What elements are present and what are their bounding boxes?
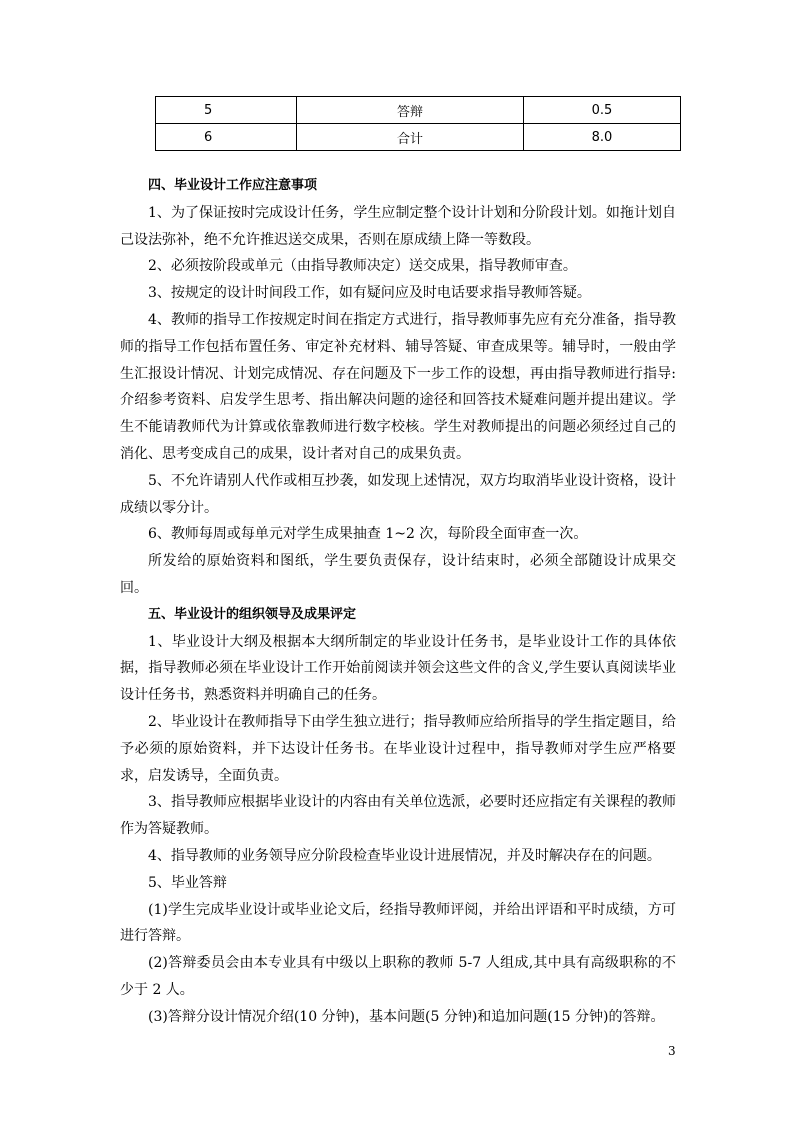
table-cell-no: 5 — [156, 97, 297, 124]
paragraph: 6、教师每周或每单元对学生成果抽查 1~2 次，每阶段全面审查一次。 — [148, 526, 588, 543]
table-cell-item: 答辩 — [297, 97, 524, 124]
paragraph: 5、毕业答辩 — [148, 874, 227, 891]
paragraph: (3)答辩分设计情况介绍(10 分钟)，基本问题(5 分钟)和追加问题(15 分钟)的答辩。 — [148, 1008, 665, 1025]
paragraph: 所发给的原始资料和图纸，学生要负责保存，设计结束时，必须全部随设计成果交回。 — [120, 553, 676, 596]
section-heading: 五、毕业设计的组织领导及成果评定 — [148, 606, 357, 622]
paragraph: 4、指导教师的业务领导应分阶段检查毕业设计进展情况，并及时解决存在的问题。 — [148, 847, 661, 864]
document-body — [120, 173, 676, 1031]
paragraph: 1、毕业设计大纲及根据本大纲所制定的毕业设计任务书，是毕业设计工作的具体依据，指导教师必须在毕业设计工作开始前阅读并领会这些文件的含义,学生要认真阅读毕业设计任务书，熟悉资料并明确自己的任务。 — [120, 633, 676, 704]
paragraph: 2、必须按阶段或单元（由指导教师决定）送交成果，指导教师审查。 — [148, 258, 577, 275]
paragraph: 1、为了保证按时完成设计任务，学生应制定整个设计计划和分阶段计划。如拖计划自己设法弥补，绝不允许推迟送交成果，否则在原成绩上降一等数段。 — [120, 204, 676, 248]
paragraph: (1)学生完成毕业设计或毕业论文后，经指导教师评阅，并给出评语和平时成绩，方可进行答辩。 — [120, 901, 676, 945]
paragraph: 3、指导教师应根据毕业设计的内容由有关单位选派，必要时还应指定有关课程的教师作为答疑教师。 — [120, 794, 676, 838]
schedule-table — [155, 96, 681, 151]
paragraph: 4、教师的指导工作按规定时间在指定方式进行，指导教师事先应有充分准备，指导教师的指导工作包括布置任务、审定补充材料、辅导答疑、审查成果等。辅导时，一般由学生汇报设计情况、计划完成情况、存在问题及下一步工作的设想，再由指导教师进行指导: 介绍参考资料、启发学生思考、指出解决问题的途径和回答技术疑难问题并提出建议。学生不能请教师代为计算或依靠教师进行数字校核。学生对教师提出的问题必须经过自己的消化、思考变成自己的成果，设计者对自己的成果负责。 — [120, 311, 676, 462]
paragraph: (2)答辩委员会由本专业具有中级以上职称的教师 5-7 人组成,其中具有高级职称的不少于 2 人。 — [120, 955, 676, 998]
paragraph: 3、按规定的设计时间段工作，如有疑问应及时电话要求指导教师答疑。 — [148, 285, 591, 302]
paragraph: 2、毕业设计在教师指导下由学生独立进行；指导教师应给所指导的学生指定题目，给予必须的原始资料，并下达设计任务书。在毕业设计过程中，指导教师对学生应严格要求，启发诱导，全面负责。 — [120, 713, 676, 784]
table-cell-no: 6 — [156, 124, 297, 151]
paragraph: 5、不允许请别人代作或相互抄袭，如发现上述情况，双方均取消毕业设计资格，设计成绩以零分计。 — [120, 472, 676, 516]
table-cell-weeks: 8.0 — [524, 124, 681, 151]
table-row — [156, 97, 681, 124]
page-number: 3 — [668, 1044, 676, 1058]
section-heading: 四、毕业设计工作应注意事项 — [148, 178, 318, 193]
table-cell-item: 合计 — [297, 124, 524, 151]
table-row — [156, 124, 681, 151]
table-cell-weeks: 0.5 — [524, 97, 681, 124]
